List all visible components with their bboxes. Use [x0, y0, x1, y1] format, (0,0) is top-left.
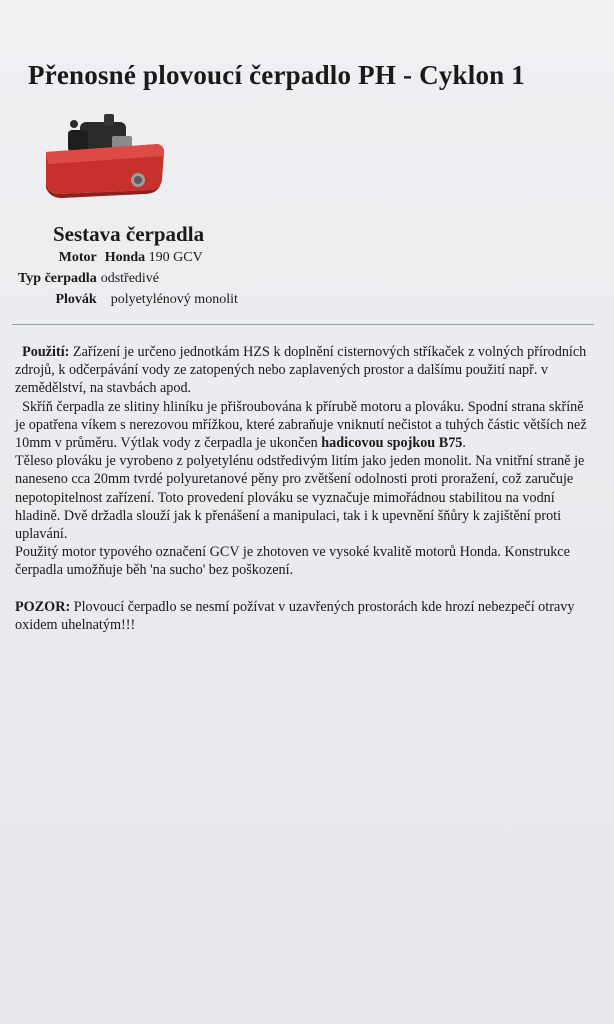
page-title: Přenosné plovoucí čerpadlo PH - Cyklon 1 [28, 60, 526, 90]
housing-paragraph [15, 398, 597, 453]
divider [12, 324, 594, 325]
spec-label: Motor [58, 250, 97, 265]
spec-row-float [18, 290, 238, 311]
section-title: Sestava čerpadla [53, 222, 205, 246]
spec-table [18, 248, 238, 311]
usage-text: Zařízení je určeno jednotkám HZS k doplnění cisternových stříkaček z volných přírodních zdrojů, k odčerpávání vody ze zatopených nebo zaplavených prostor a dalšímu použití např. v zemědělství, na stavbách apod. [15, 344, 587, 397]
float-value: polyetylénový monolit [110, 292, 238, 307]
spec-row-pump-type [18, 269, 238, 290]
housing-text: Skříň čerpadla ze slitiny hliníku je přišroubována k přírubě motoru a plováku. Spodní strana skříně je opatřena víkem s nerezovou mřížkou, které zabraňuje vniknutí nečistot a tuhých částic větších než 10mm v průměru. Výtlak vody z čerpadla je ukončen [15, 398, 587, 452]
spec-label: Typ čerpadla [18, 271, 97, 286]
warning-label: POZOR: [15, 598, 71, 615]
motor-brand: Honda [104, 250, 146, 265]
spec-value [101, 290, 238, 311]
pump-photo [40, 110, 170, 202]
motor-model: 190 GCV [148, 250, 203, 265]
motor-paragraph: Použitý motor typového označení GCV je zhotoven ve vysoké kvalitě motorů Honda. Konstrukce čerpadla umožňuje běh 'na sucho' bez poškození. [15, 544, 570, 579]
warning-text: Plovoucí čerpadlo se nesmí požívat v uzavřených prostorách kde hrozí nebezpečí otravy oxidem uhelnatým!!! [15, 598, 575, 633]
spec-value [101, 248, 238, 269]
usage-label: Použití: [22, 344, 70, 360]
spec-label: Plovák [55, 292, 97, 307]
float-paragraph: Těleso plováku je vyrobeno z polyetylénu odstředivým litím jako jeden monolit. Na vnitřní straně je naneseno cca 20mm tvrdé polyuretanové pěny pro zvětšení odolnosti proti proražení, což zaručuje nepotopitelnost zařízení. Toto provedení plováku se vyznačuje mimořádnou stabilitou na vodní hladině. Dvě držadla slouží jak k přenášení a manipulaci, tak i k upevnění šňůry k zajištění proti uplavání. [15, 453, 585, 543]
housing-bold: hadicovou spojkou B75 [321, 435, 463, 452]
housing-end: . [462, 435, 466, 452]
warning-paragraph [15, 598, 597, 634]
description-body [15, 343, 597, 634]
spec-row-motor [18, 248, 238, 269]
usage-paragraph [15, 343, 597, 398]
spec-value: odstředivé [100, 271, 160, 286]
